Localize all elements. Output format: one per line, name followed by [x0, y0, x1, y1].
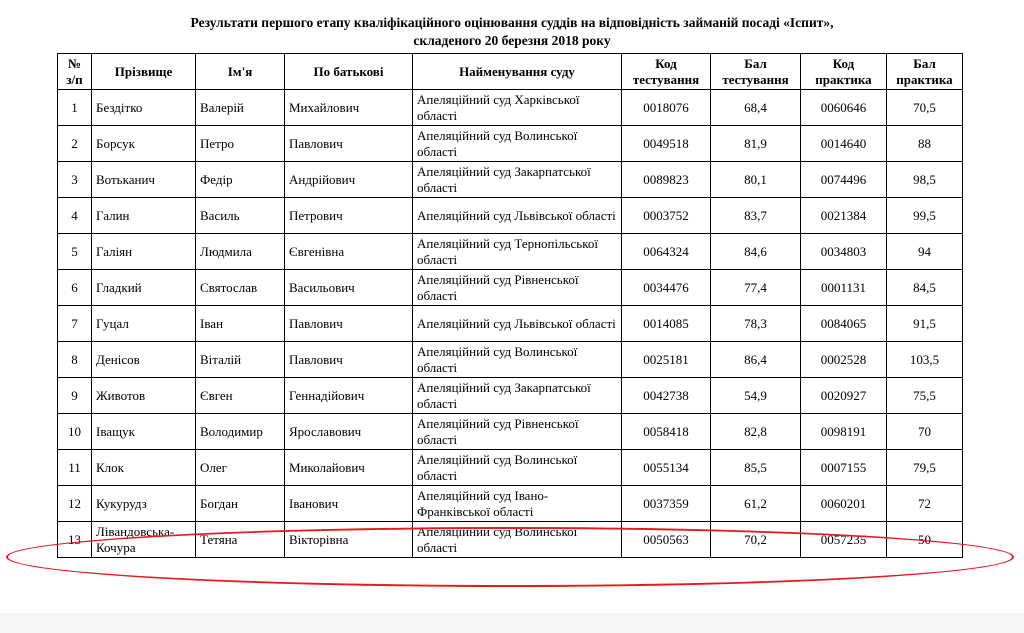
- cell-test-score: 82,8: [711, 414, 801, 450]
- table-row: [58, 270, 963, 306]
- cell-practice-score: 50: [887, 522, 963, 558]
- cell-name: Петро: [196, 126, 285, 162]
- cell-num: 11: [58, 450, 92, 486]
- cell-patronymic: Вікторівна: [285, 522, 413, 558]
- table-row: [58, 90, 963, 126]
- header-surname: Прізвище: [92, 54, 196, 90]
- cell-practice-code: 0007155: [801, 450, 887, 486]
- cell-practice-score: 84,5: [887, 270, 963, 306]
- cell-test-code: 0055134: [622, 450, 711, 486]
- cell-num: 13: [58, 522, 92, 558]
- cell-practice-code: 0014640: [801, 126, 887, 162]
- table-row: [58, 414, 963, 450]
- cell-practice-score: 70: [887, 414, 963, 450]
- cell-test-score: 68,4: [711, 90, 801, 126]
- cell-practice-code: 0021384: [801, 198, 887, 234]
- cell-patronymic: Геннадійович: [285, 378, 413, 414]
- cell-court: Апеляційний суд Харківської області: [413, 90, 622, 126]
- cell-surname: Клок: [92, 450, 196, 486]
- cell-test-score: 80,1: [711, 162, 801, 198]
- cell-test-score: 54,9: [711, 378, 801, 414]
- cell-name: Іван: [196, 306, 285, 342]
- cell-court: Апеляційний суд Івано-Франківської області: [413, 486, 622, 522]
- cell-name: Валерій: [196, 90, 285, 126]
- cell-practice-score: 72: [887, 486, 963, 522]
- header-court: Найменування суду: [413, 54, 622, 90]
- cell-num: 1: [58, 90, 92, 126]
- cell-practice-score: 91,5: [887, 306, 963, 342]
- header-practice-code: Код практика: [801, 54, 887, 90]
- cell-test-score: 86,4: [711, 342, 801, 378]
- cell-practice-code: 0020927: [801, 378, 887, 414]
- table-row: [58, 522, 963, 558]
- cell-practice-score: 88: [887, 126, 963, 162]
- cell-test-code: 0050563: [622, 522, 711, 558]
- cell-patronymic: Михайлович: [285, 90, 413, 126]
- cell-num: 7: [58, 306, 92, 342]
- cell-practice-code: 0057235: [801, 522, 887, 558]
- cell-practice-score: 99,5: [887, 198, 963, 234]
- cell-practice-score: 70,5: [887, 90, 963, 126]
- cell-test-code: 0064324: [622, 234, 711, 270]
- cell-test-code: 0049518: [622, 126, 711, 162]
- cell-surname: Галіян: [92, 234, 196, 270]
- cell-test-code: 0025181: [622, 342, 711, 378]
- cell-court: Апеляційний суд Волинської області: [413, 126, 622, 162]
- cell-practice-code: 0098191: [801, 414, 887, 450]
- table-row: [58, 342, 963, 378]
- cell-num: 4: [58, 198, 92, 234]
- cell-court: Апеляційний суд Волинської області: [413, 522, 622, 558]
- cell-patronymic: Іванович: [285, 486, 413, 522]
- cell-test-score: 81,9: [711, 126, 801, 162]
- cell-name: Василь: [196, 198, 285, 234]
- cell-patronymic: Ярославович: [285, 414, 413, 450]
- header-test-score: Бал тестування: [711, 54, 801, 90]
- cell-patronymic: Євгенівна: [285, 234, 413, 270]
- cell-test-score: 83,7: [711, 198, 801, 234]
- cell-surname: Гуцал: [92, 306, 196, 342]
- cell-practice-code: 0060201: [801, 486, 887, 522]
- table-row: [58, 378, 963, 414]
- header-num: № з/п: [58, 54, 92, 90]
- cell-surname: Гладкий: [92, 270, 196, 306]
- table-row: [58, 198, 963, 234]
- cell-num: 6: [58, 270, 92, 306]
- cell-num: 8: [58, 342, 92, 378]
- cell-test-code: 0003752: [622, 198, 711, 234]
- results-table: [57, 53, 963, 558]
- header-practice-score: Бал практика: [887, 54, 963, 90]
- cell-practice-code: 0034803: [801, 234, 887, 270]
- cell-practice-score: 98,5: [887, 162, 963, 198]
- header-test-code: Код тестування: [622, 54, 711, 90]
- header-patronymic: По батькові: [285, 54, 413, 90]
- cell-patronymic: Павлович: [285, 306, 413, 342]
- title-line-1: Результати першого етапу кваліфікаційного оцінювання суддів на відповідність займаній посаді «Іспит»,: [190, 15, 834, 30]
- cell-surname: Галин: [92, 198, 196, 234]
- table-row: [58, 450, 963, 486]
- cell-patronymic: Васильович: [285, 270, 413, 306]
- cell-surname: Кукурудз: [92, 486, 196, 522]
- cell-court: Апеляційний суд Закарпатської області: [413, 162, 622, 198]
- cell-num: 9: [58, 378, 92, 414]
- cell-court: Апеляційний суд Закарпатської області: [413, 378, 622, 414]
- table-row: [58, 234, 963, 270]
- cell-surname: Лівандовська-Кочура: [92, 522, 196, 558]
- cell-practice-code: 0002528: [801, 342, 887, 378]
- cell-patronymic: Андрійович: [285, 162, 413, 198]
- cell-test-score: 77,4: [711, 270, 801, 306]
- table-row: [58, 162, 963, 198]
- cell-name: Віталій: [196, 342, 285, 378]
- cell-test-code: 0014085: [622, 306, 711, 342]
- cell-patronymic: Павлович: [285, 342, 413, 378]
- page-bottom-edge: [0, 613, 1024, 633]
- cell-name: Федір: [196, 162, 285, 198]
- cell-surname: Іващук: [92, 414, 196, 450]
- cell-name: Богдан: [196, 486, 285, 522]
- cell-num: 10: [58, 414, 92, 450]
- cell-practice-score: 79,5: [887, 450, 963, 486]
- cell-name: Тетяна: [196, 522, 285, 558]
- cell-num: 5: [58, 234, 92, 270]
- cell-court: Апеляційний суд Тернопільської області: [413, 234, 622, 270]
- cell-court: Апеляційний суд Рівненської області: [413, 414, 622, 450]
- cell-num: 3: [58, 162, 92, 198]
- cell-surname: Животов: [92, 378, 196, 414]
- cell-practice-score: 103,5: [887, 342, 963, 378]
- cell-name: Святослав: [196, 270, 285, 306]
- cell-practice-score: 75,5: [887, 378, 963, 414]
- cell-patronymic: Павлович: [285, 126, 413, 162]
- cell-practice-score: 94: [887, 234, 963, 270]
- cell-court: Апеляційний суд Рівненської області: [413, 270, 622, 306]
- cell-practice-code: 0084065: [801, 306, 887, 342]
- cell-test-code: 0034476: [622, 270, 711, 306]
- cell-court: Апеляційний суд Волинської області: [413, 450, 622, 486]
- cell-test-score: 85,5: [711, 450, 801, 486]
- cell-test-code: 0058418: [622, 414, 711, 450]
- cell-name: Людмила: [196, 234, 285, 270]
- header-name: Ім'я: [196, 54, 285, 90]
- cell-practice-code: 0074496: [801, 162, 887, 198]
- table-row: [58, 486, 963, 522]
- cell-surname: Бездітко: [92, 90, 196, 126]
- cell-test-score: 84,6: [711, 234, 801, 270]
- cell-name: Олег: [196, 450, 285, 486]
- cell-surname: Денісов: [92, 342, 196, 378]
- cell-test-code: 0037359: [622, 486, 711, 522]
- cell-test-score: 78,3: [711, 306, 801, 342]
- cell-court: Апеляційний суд Львівської області: [413, 198, 622, 234]
- cell-test-code: 0042738: [622, 378, 711, 414]
- cell-test-score: 61,2: [711, 486, 801, 522]
- cell-test-code: 0089823: [622, 162, 711, 198]
- cell-surname: Вотьканич: [92, 162, 196, 198]
- title-line-2: складеного 20 березня 2018 року: [413, 33, 611, 48]
- cell-practice-code: 0060646: [801, 90, 887, 126]
- document-title: [0, 14, 1024, 50]
- table-row: [58, 306, 963, 342]
- header-row: [58, 54, 963, 90]
- cell-name: Євген: [196, 378, 285, 414]
- cell-patronymic: Миколайович: [285, 450, 413, 486]
- cell-name: Володимир: [196, 414, 285, 450]
- cell-court: Апеляційний суд Львівської області: [413, 306, 622, 342]
- cell-court: Апеляційний суд Волинської області: [413, 342, 622, 378]
- cell-practice-code: 0001131: [801, 270, 887, 306]
- cell-test-score: 70,2: [711, 522, 801, 558]
- cell-surname: Борсук: [92, 126, 196, 162]
- cell-num: 2: [58, 126, 92, 162]
- cell-patronymic: Петрович: [285, 198, 413, 234]
- cell-num: 12: [58, 486, 92, 522]
- cell-test-code: 0018076: [622, 90, 711, 126]
- table-row: [58, 126, 963, 162]
